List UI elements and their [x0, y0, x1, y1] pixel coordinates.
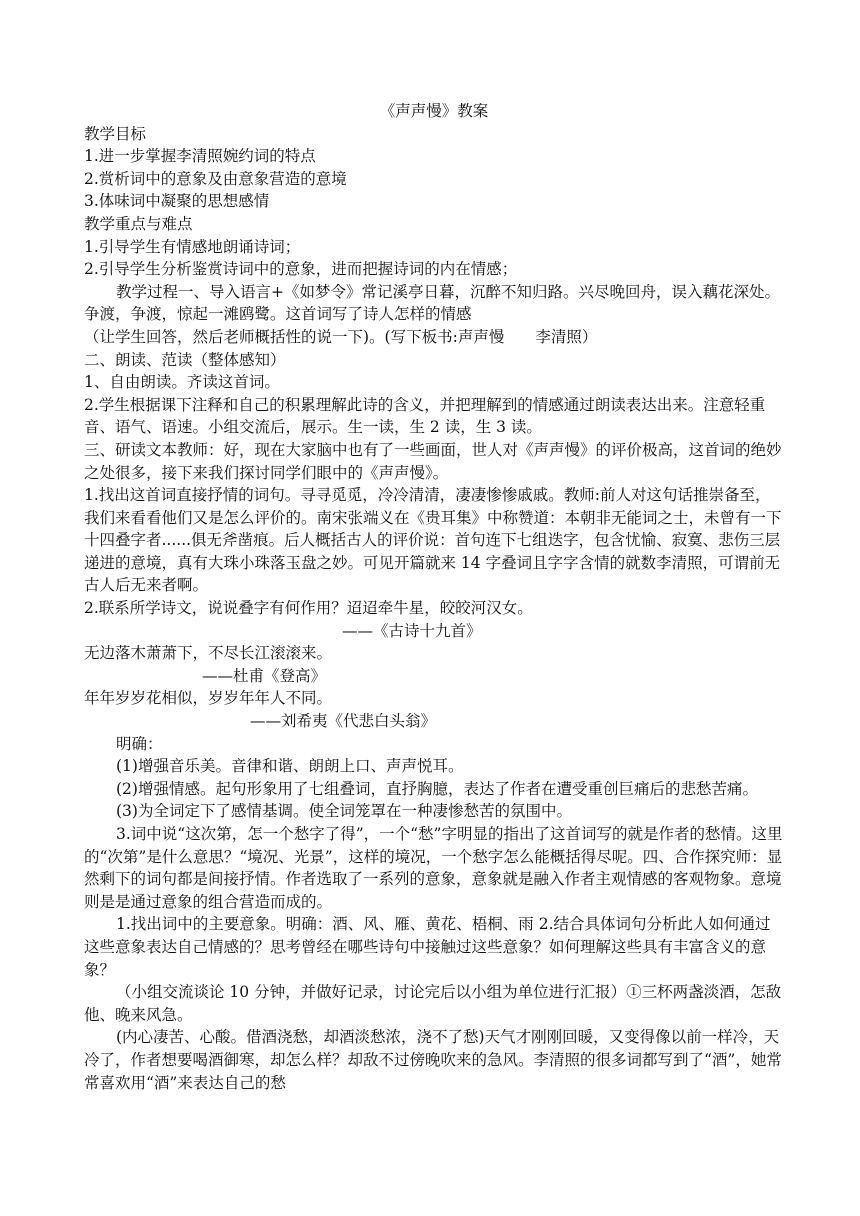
process-note: （让学生回答，然后老师概括性的说一下)。(写下板书:声声慢 李清照） — [84, 327, 598, 346]
key-points-heading: 教学重点与难点 — [84, 214, 193, 233]
document-title: 《声声慢》教案 — [379, 102, 489, 120]
process-intro: 教学过程一、导入语言+《如梦令》常记溪亭日暮，沉醉不知归路。兴尽晚回舟，误入藕花深处。争渡，争渡，惊起一滩鸥鹭。这首词写了诗人怎样的情感 — [84, 282, 780, 324]
key-point-item: 2.引导学生分析鉴赏诗词中的意象，进而把握诗词的内在情感； — [84, 260, 518, 279]
section2-item: 2.学生根据课下注释和自己的积累理解此诗的含义，并把理解到的情感通过朗读表达出来。注意轻重音、语气、语速。小组交流后，展示。生一读，生 2 读，生 3 读。 — [84, 395, 766, 437]
goal-item: 1.进一步掌握李清照婉约词的特点 — [84, 147, 316, 166]
verse-line: 无边落木萧萧下，不尽长江滚滚来。 — [84, 644, 333, 663]
document-page — [84, 100, 784, 1094]
section2-item: 1、自由朗读。齐读这首词。 — [84, 373, 280, 392]
goal-item: 3.体味词中凝聚的思想感情 — [84, 192, 270, 211]
section3-intro: 三、研读文本教师：好，现在大家脑中也有了一些画面，世人对《声声慢》的评价极高，这首词的绝妙之处很多，接下来我们探讨同学们眼中的《声声慢》。 — [84, 440, 782, 482]
answer-point: (2)增强情感。起句形象用了七组叠词，直抒胸臆，表达了作者在遭受重创巨痛后的悲愁苦痛。 — [116, 779, 758, 798]
body-paragraph: 1.找出词中的主要意象。明确：酒、风、雁、黄花、梧桐、雨 2.结合具体词句分析此人如何通过这些意象表达自己情感的？思考曾经在哪些诗句中接触过这些意象？如何理解这些具有丰富含义的意象？ — [84, 915, 771, 979]
citation: ——《古诗十九首》 — [342, 621, 482, 640]
answer-point: (3)为全词定下了感情基调。使全词笼罩在一种凄惨愁苦的氛围中。 — [116, 802, 572, 821]
key-point-item: 1.引导学生有情感地朗诵诗词； — [84, 237, 301, 256]
citation: ——刘希夷《代悲白头翁》 — [250, 712, 437, 731]
section3-item: 2.联系所学诗文，说说叠字有何作用？迢迢牵牛星，皎皎河汉女。 — [84, 599, 533, 618]
body-paragraph: （小组交流谈论 10 分钟，并做好记录，讨论完后以小组为单位进行汇报）①三杯两盏淡酒，怎敌他、晚来风急。 — [84, 983, 782, 1024]
body-paragraph: (内心凄苦、心酸。借酒浇愁，却酒淡愁浓，浇不了愁)天气才刚刚回暖，又变得像以前一样冷，天冷了，作者想要喝酒御寒，却怎么样？却敌不过傍晚吹来的急风。李清照的很多词都写到了“酒”，她常常喜欢用“酒”来表达自己的愁 — [84, 1028, 782, 1092]
goal-item: 2.赏析词中的意象及由意象营造的意境 — [84, 169, 347, 188]
section2-heading: 二、朗读、范读（整体感知） — [84, 350, 286, 369]
mingque-label: 明确： — [116, 734, 163, 753]
answer-point: (1)增强音乐美。音律和谐、朗朗上口、声声悦耳。 — [116, 757, 464, 776]
citation: ——杜甫《登高》 — [202, 666, 327, 685]
verse-line: 年年岁岁花相似，岁岁年年人不同。 — [84, 689, 333, 708]
body-paragraph: 3.词中说“这次第，怎一个愁字了得”，一个“愁”字明显的指出了这首词写的就是作者的愁情。这里的“次第”是什么意思？“境况、光景”，这样的境况，一个愁字怎么能概括得尽呢。四、合作探究师：显然剩下的词句都是间接抒情。作者选取了一系列的意象，意象就是融入作者主观情感的客观物象。意境则是是通过意象的组合营造而成的。 — [84, 825, 783, 911]
goals-heading: 教学目标 — [84, 124, 147, 143]
section3-item: 1.找出这首词直接抒情的词句。寻寻觅觅，冷冷清清，凄凄惨惨戚戚。教师:前人对这句话推崇备至，我们来看看他们又是怎么评价的。南宋张端义在《贵耳集》中称赞道：本朝非无能词之士，未曾有一下十四叠字者......俱无斧凿痕。后人概括古人的评价说：首句连下七组迭字，包含忧愉、寂寞、悲伤三层递进的意境，真有大珠小珠落玉盘之妙。可见开篇就来 14 字叠词且字字含情的就数李清照，可谓前无古人后无来者啊。 — [84, 486, 782, 595]
